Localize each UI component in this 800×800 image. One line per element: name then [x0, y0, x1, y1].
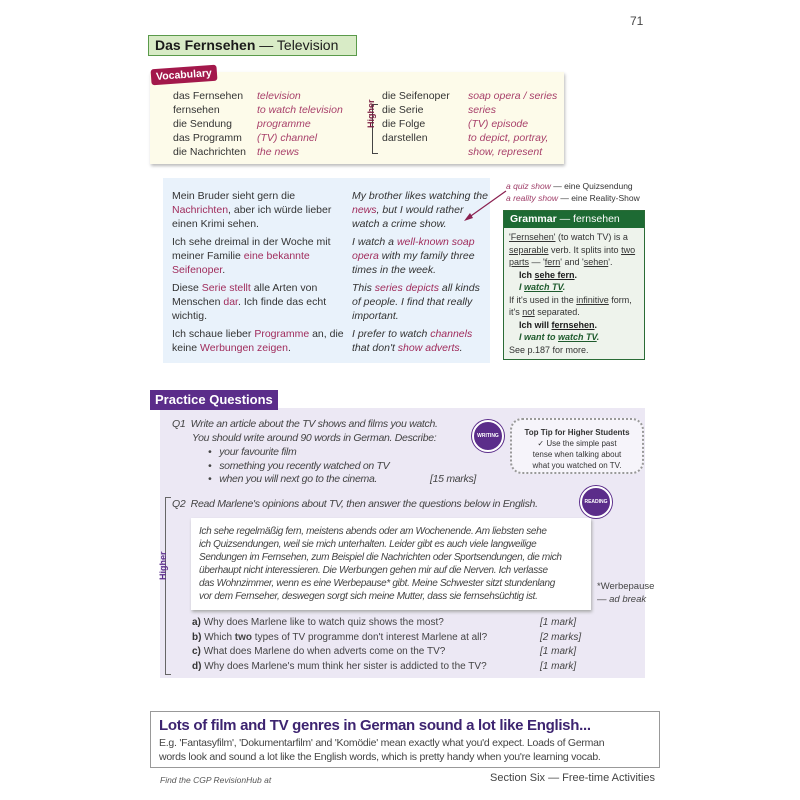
vocab-translation: television: [257, 90, 301, 102]
text-segment: I: [519, 282, 525, 292]
text-segment: two parts: [509, 244, 636, 267]
text-segment: Programme: [254, 328, 310, 340]
text-segment: form, it's: [509, 294, 632, 317]
text-segment: with my family three times in the week.: [352, 250, 475, 276]
text-segment: Ich sehe dreimal in der Woche mit meiner Familie: [172, 236, 331, 262]
grammar-example-translation: [509, 281, 639, 294]
vocab-term: das Fernsehen: [173, 90, 244, 102]
question-item: a) Why does Marlene like to watch quiz shows the most?: [192, 617, 444, 628]
footer-section: Section Six — Free-time Activities: [490, 772, 656, 784]
title-english: — Television: [259, 37, 339, 53]
german-sentence: [172, 235, 344, 277]
text-segment: einen Krimi sehen.: [172, 218, 259, 230]
text-segment: news: [352, 204, 377, 216]
vocab-term: die Nachrichten: [173, 146, 246, 158]
grammar-example: [509, 269, 639, 282]
german-sentence: [172, 327, 344, 355]
arrow-icon: [440, 188, 510, 228]
grammar-text: [509, 231, 639, 269]
summary-text: words look and sound a lot like the English words, which is pretty handy when you're learning vocab.: [159, 751, 601, 763]
vocab-translation: (TV) episode: [468, 118, 529, 130]
text-segment: . Ich finde das echt wichtig.: [172, 296, 327, 322]
question-item: d) Why does Marlene's mum think her sister is addicted to the TV?: [192, 660, 487, 672]
text-segment: .: [562, 282, 566, 292]
text-segment: .: [594, 319, 598, 330]
text-segment: .: [459, 342, 463, 354]
question-marks: [2 marks]: [540, 631, 582, 643]
text-segment: sehe fern: [534, 269, 575, 280]
footer-left: Find the CGP RevisionHub at: [160, 775, 272, 785]
reading-badge: READING: [580, 486, 612, 518]
vocab-translation: series: [468, 104, 497, 116]
text-segment: eine bekannte Seifenoper: [172, 250, 310, 276]
english-translation: [352, 327, 488, 355]
grammar-text: [509, 294, 639, 319]
question-marks: [1 mark]: [540, 660, 577, 672]
text-segment: , aber ich würde lieber: [228, 204, 332, 216]
grammar-header: Grammar — fernsehen: [504, 211, 644, 228]
text-segment: alle Arten von Menschen: [172, 282, 318, 308]
text-segment: This: [352, 282, 375, 294]
text-segment: verb. It splits into: [548, 244, 622, 255]
text-segment: separable: [509, 244, 549, 255]
text-segment: I want to: [519, 332, 558, 342]
text-segment: watch TV: [524, 282, 563, 292]
vocab-translation: to watch television: [257, 104, 343, 116]
top-tip: Top Tip for Higher Students ✓ Use the simple past tense when talking about what you watched on TV.: [510, 418, 644, 474]
vocabulary-label: Vocabulary: [151, 65, 218, 86]
text-segment: channels: [430, 328, 473, 340]
text-segment: — ': [529, 257, 545, 267]
text-segment: that don't: [352, 342, 398, 354]
text-segment: , but I would rather watch a crime show.: [352, 204, 464, 230]
text-segment: infinitive: [576, 294, 609, 305]
text-segment: fern: [544, 257, 561, 267]
grammar-example-translation: [509, 331, 639, 344]
higher-label: Higher: [158, 551, 168, 580]
vocab-term: darstellen: [382, 132, 428, 144]
text-segment: watch TV: [558, 332, 597, 342]
question-marks: [1 mark]: [540, 617, 577, 628]
vocab-term: das Programm: [173, 132, 242, 144]
text-segment: My brother likes watching the: [352, 190, 488, 202]
text-segment: .: [574, 269, 578, 280]
text-segment: (to watch TV) is a: [555, 232, 628, 242]
text-segment: series depicts: [374, 282, 439, 294]
writing-badge: WRITING: [472, 420, 504, 452]
q1: Q1 Write an article about the TV shows and films you watch. You should write around 90 words in German. Describe: • your favourite film • something you recently watched on TV • when you will next go to the cinema. [15 marks]: [172, 418, 477, 485]
text-segment: fernsehen: [551, 319, 595, 330]
higher-label: Higher: [366, 99, 376, 128]
question-item: b) Which two types of TV programme don't interest Marlene at all?: [192, 631, 488, 643]
text-segment: Ich schaue lieber: [172, 328, 255, 340]
vocab-term: die Folge: [382, 118, 426, 130]
text-segment: an, die keine: [172, 328, 344, 354]
q2: Q2 Read Marlene's opinions about TV, then answer the questions below in English.: [172, 498, 538, 510]
text-segment: 'Fernsehen': [509, 232, 556, 242]
text-segment: I prefer to watch: [352, 328, 431, 340]
text-segment: Diese: [172, 282, 202, 294]
question-item: c) What does Marlene do when adverts come on the TV?: [192, 646, 446, 657]
text-segment: .: [596, 332, 600, 342]
text-segment: separated.: [534, 307, 580, 317]
text-segment: ' and ': [560, 257, 584, 267]
text-segment: '.: [608, 257, 613, 267]
german-sentence: [172, 281, 344, 323]
vocab-term: fernsehen: [173, 104, 220, 116]
grammar-example: [509, 319, 639, 332]
vocab-translation: show, represent: [468, 146, 543, 158]
english-translation: [352, 281, 488, 323]
side-note: a quiz show — eine Quizsendung a reality show — eine Reality-Show: [506, 181, 640, 203]
german-sentence: [172, 189, 344, 231]
text-segment: Mein Bruder sieht gern die: [172, 190, 296, 202]
vocab-term: die Serie: [382, 104, 424, 116]
text-segment: not: [522, 307, 535, 317]
summary-title: Lots of film and TV genres in German sound a lot like English...: [159, 717, 591, 734]
grammar-see-also: See p.187 for more.: [509, 344, 589, 355]
vocab-translation: to depict, portray,: [468, 132, 549, 144]
text-segment: show adverts: [397, 342, 460, 354]
text-segment: Serie stellt: [201, 282, 251, 294]
page-title: [148, 35, 357, 56]
practice-questions-header: Practice Questions: [150, 390, 278, 410]
higher-bracket: [165, 497, 171, 675]
question-marks: [1 mark]: [540, 646, 577, 657]
text-segment: sehen: [583, 257, 609, 267]
vocab-term: die Seifenoper: [382, 90, 450, 102]
page-number: 71: [630, 14, 644, 28]
text-segment: Ich: [519, 269, 535, 280]
text-segment: dar: [223, 296, 238, 308]
vocab-translation: soap opera / series: [468, 90, 558, 102]
text-segment: .: [287, 342, 291, 354]
english-translation: [352, 235, 488, 277]
summary-box: [150, 711, 660, 768]
text-segment: all kinds of people. I find that really important.: [352, 282, 480, 322]
text-segment: Werbungen zeigen: [200, 342, 288, 354]
vocab-term: die Sendung: [173, 118, 232, 130]
title-german: Das Fernsehen: [155, 37, 256, 53]
text-segment: Nachrichten: [172, 204, 229, 216]
text-segment: well-known soap opera: [352, 236, 475, 262]
text-segment: Ich will: [519, 319, 552, 330]
grammar-box: [503, 210, 645, 360]
reading-passage: Ich sehe regelmäßig fern, meistens abends oder am Wochenende. Am liebsten sehe ich Quizsendungen, weil sie mich unterhalten. Leider gibt es auch viele langweilige Sendungen im Fernsehen, zum Beispiel die Nachrichten oder Sportsendungen, die mich überhaupt nicht interessieren. Die Werbungen gehen mir auf die Nerven. Ich verlasse das Wohnzimmer, wenn es eine Werbepause* gibt. Meine Schwester sitzt stundenlang vor dem Fernseher, deswegen sorgt sich meine Mutter, dass sie fernsehsüchtig ist.: [191, 518, 591, 610]
vocab-translation: (TV) channel: [257, 132, 318, 144]
summary-text: E.g. 'Fantasyfilm', 'Dokumentarfilm' and 'Komödie' mean exactly what you'd expect. Loads of German: [159, 737, 605, 749]
text-segment: I watch a: [352, 236, 397, 248]
vocab-translation: programme: [257, 118, 311, 130]
vocab-translation: the news: [257, 146, 300, 158]
footnote: *Werbepause — ad break: [597, 581, 655, 605]
text-segment: If it's used in the: [509, 294, 577, 305]
text-segment: .: [222, 264, 226, 276]
